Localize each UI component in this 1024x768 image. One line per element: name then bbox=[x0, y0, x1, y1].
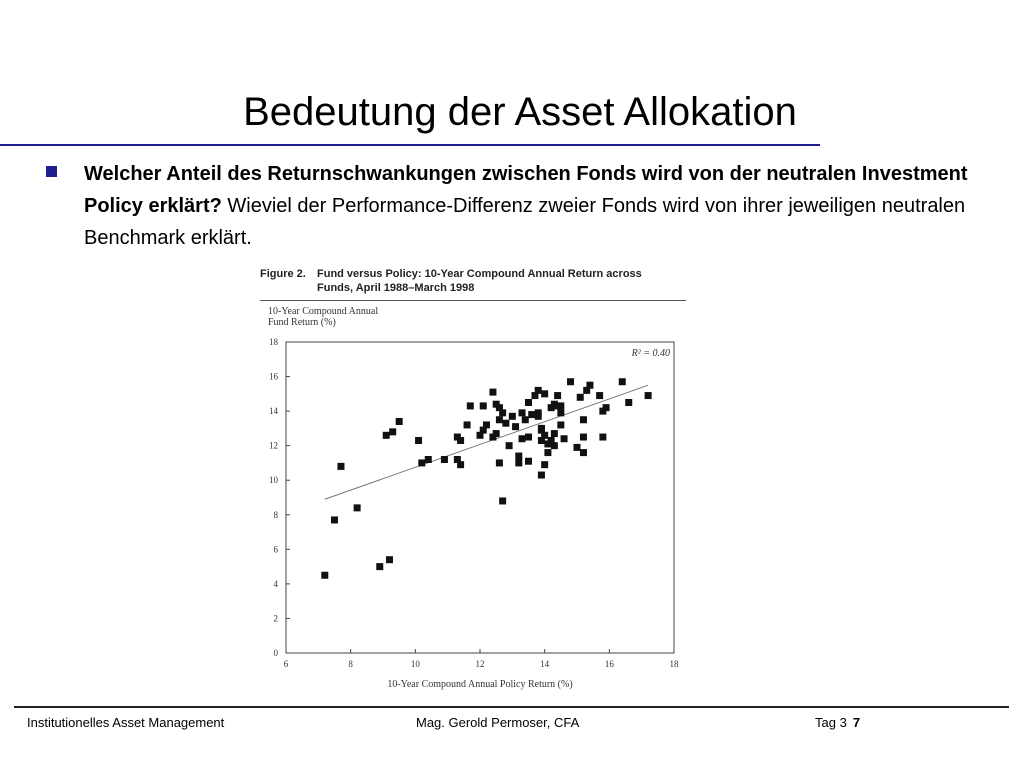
footer-day-label: Tag 3 bbox=[815, 715, 847, 730]
bullet-explanation: Wieviel der Performance-Differenz zweier Fonds wird von ihrer jeweiligen neutralen Benchmark erklärt. bbox=[84, 195, 966, 249]
footer-author: Mag. Gerold Permoser, CFA bbox=[416, 715, 580, 730]
data-point bbox=[599, 434, 606, 441]
slide-title: Bedeutung der Asset Allokation bbox=[243, 90, 797, 134]
data-point bbox=[557, 421, 564, 428]
data-point bbox=[512, 423, 519, 430]
data-point bbox=[441, 456, 448, 463]
y-tick-label: 18 bbox=[269, 337, 278, 347]
data-point bbox=[506, 442, 513, 449]
x-tick-label: 16 bbox=[604, 659, 614, 669]
data-point bbox=[502, 420, 509, 427]
data-point bbox=[557, 409, 564, 416]
data-point bbox=[489, 389, 496, 396]
data-point bbox=[554, 392, 561, 399]
x-tick-label: 18 bbox=[669, 659, 679, 669]
data-point bbox=[557, 402, 564, 409]
footer-day bbox=[815, 715, 860, 730]
data-point bbox=[541, 461, 548, 468]
figure-label: Figure 2. bbox=[260, 268, 306, 280]
data-point bbox=[541, 432, 548, 439]
data-point bbox=[528, 411, 535, 418]
data-point bbox=[515, 459, 522, 466]
data-point bbox=[544, 449, 551, 456]
data-point bbox=[493, 430, 500, 437]
data-point bbox=[522, 416, 529, 423]
y-tick-label: 6 bbox=[273, 544, 278, 555]
x-tick-label: 6 bbox=[283, 659, 289, 669]
x-tick-label: 10 bbox=[410, 659, 420, 669]
data-point bbox=[425, 456, 432, 463]
data-point bbox=[525, 458, 532, 465]
bullet-question: Welcher Anteil des Returnschwankungen zwischen Fonds wird von der neutralen Investment Policy erklärt? bbox=[84, 163, 968, 217]
data-point bbox=[567, 378, 574, 385]
data-point bbox=[551, 442, 558, 449]
data-point bbox=[331, 516, 338, 523]
data-point bbox=[580, 416, 587, 423]
data-point bbox=[519, 409, 526, 416]
data-point bbox=[574, 444, 581, 451]
y-axis-label-line2: Fund Return (%) bbox=[268, 317, 336, 328]
data-point bbox=[418, 459, 425, 466]
data-point bbox=[596, 392, 603, 399]
data-point bbox=[525, 399, 532, 406]
data-point bbox=[580, 434, 587, 441]
data-point bbox=[538, 472, 545, 479]
data-point bbox=[480, 402, 487, 409]
x-tick-label: 12 bbox=[475, 659, 485, 669]
data-point bbox=[515, 453, 522, 460]
footer-rule bbox=[14, 706, 1009, 708]
data-point bbox=[354, 504, 361, 511]
x-tick-label: 8 bbox=[348, 659, 353, 669]
r-squared-annotation: R² = 0.40 bbox=[631, 348, 670, 359]
figure-caption-line2: Funds, April 1988–March 1998 bbox=[317, 282, 475, 294]
data-point bbox=[580, 449, 587, 456]
footer-course: Institutionelles Asset Management bbox=[27, 715, 225, 730]
page-number: 7 bbox=[852, 715, 861, 730]
y-tick-label: 4 bbox=[273, 578, 278, 589]
data-point bbox=[619, 378, 626, 385]
data-point bbox=[496, 459, 503, 466]
data-point bbox=[386, 556, 393, 563]
data-point bbox=[499, 497, 506, 504]
y-tick-label: 0 bbox=[273, 648, 278, 658]
data-point bbox=[625, 399, 632, 406]
y-tick-label: 8 bbox=[273, 509, 278, 520]
x-tick-label: 14 bbox=[540, 659, 550, 669]
data-point bbox=[525, 434, 532, 441]
x-axis-label: 10-Year Compound Annual Policy Return (%) bbox=[387, 679, 573, 690]
data-point bbox=[389, 428, 396, 435]
data-point bbox=[645, 392, 652, 399]
data-point bbox=[415, 437, 422, 444]
plot-frame bbox=[286, 342, 674, 653]
data-point bbox=[519, 435, 526, 442]
data-point bbox=[541, 390, 548, 397]
data-point bbox=[509, 413, 516, 420]
data-point bbox=[483, 421, 490, 428]
data-point bbox=[577, 394, 584, 401]
data-point bbox=[457, 437, 464, 444]
y-tick-label: 2 bbox=[273, 613, 278, 624]
data-point bbox=[457, 461, 464, 468]
trend-line bbox=[325, 385, 648, 499]
data-point bbox=[383, 432, 390, 439]
data-point bbox=[603, 404, 610, 411]
data-point bbox=[337, 463, 344, 470]
y-tick-label: 10 bbox=[269, 475, 278, 486]
data-point bbox=[376, 563, 383, 570]
data-point bbox=[551, 430, 558, 437]
y-tick-label: 14 bbox=[269, 406, 278, 417]
data-point bbox=[496, 416, 503, 423]
data-point bbox=[586, 382, 593, 389]
figure-caption-line1: Fund versus Policy: 10-Year Compound Annual Return across bbox=[317, 268, 642, 280]
y-axis-label-line1: 10-Year Compound Annual bbox=[268, 306, 379, 317]
data-point bbox=[561, 435, 568, 442]
data-point bbox=[464, 421, 471, 428]
data-point bbox=[396, 418, 403, 425]
data-point bbox=[535, 387, 542, 394]
data-point bbox=[321, 572, 328, 579]
data-point bbox=[467, 402, 474, 409]
y-tick-label: 16 bbox=[269, 371, 278, 382]
y-tick-label: 12 bbox=[269, 440, 278, 451]
data-point bbox=[535, 409, 542, 416]
data-point bbox=[499, 409, 506, 416]
